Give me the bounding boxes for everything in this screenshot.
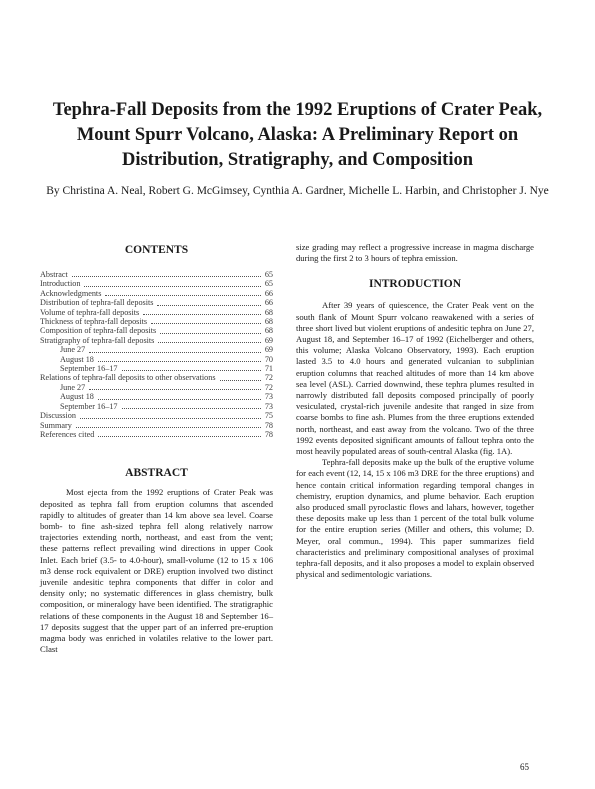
toc-entry-label: Distribution of tephra-fall deposits xyxy=(40,298,154,308)
author-list: By Christina A. Neal, Robert G. McGimsey, Cynthia A. Gardner, Michelle L. Harbin, and Christopher J. Nye xyxy=(46,185,549,197)
page-number: 65 xyxy=(520,762,529,772)
toc-entry xyxy=(40,326,273,335)
toc-entry-page: 72 xyxy=(264,373,273,383)
abstract-text: Most ejecta from the 1992 eruptions of Crater Peak was deposited as tephra fall from eruption columns that ascended rapidly to altitudes of greater than 14 km above sea level. Coarse bomb- to fine ash-sized tephra fell along relatively narrow trajectories extending north, northeast, and east from the vent; these patterns reflect prevailing wind directions in upper Cook Inlet. Each brief (3.5- to 4.0-hour), small-volume (12 to 15 x 106 m3 dense rock equivalent or DRE) eruption involved two distinct juvenile andesitic tephra components that differ in color and density only; no systematic differences in glass chemistry, bulk composition, or mineralogy have been identified. The stratigraphic relations of these components in the August 18 and September 16–17 deposits suggest that the upper part of an inferred pre-eruption magma body was enriched in volatiles relative to the lower part. Clast xyxy=(40,487,273,655)
toc-leader-dots xyxy=(76,426,261,428)
toc-entry-page: 73 xyxy=(264,392,273,402)
toc-entry-page: 72 xyxy=(264,382,273,392)
toc-entry xyxy=(40,373,273,382)
toc-entry xyxy=(40,279,273,288)
toc-entry-page: 65 xyxy=(264,270,273,279)
toc-entry-label: June 27 xyxy=(60,345,86,355)
toc-entry-label: September 16–17 xyxy=(60,364,118,374)
toc-entry-label: Acknowledgments xyxy=(40,288,102,298)
introduction-heading: INTRODUCTION xyxy=(368,278,461,291)
toc-entry-label: Composition of tephra-fall deposits xyxy=(40,326,157,336)
toc-entry-label: Thickness of tephra-fall deposits xyxy=(40,317,148,327)
toc-leader-dots xyxy=(105,294,260,296)
toc-entry xyxy=(40,298,273,307)
toc-entry-page: 66 xyxy=(264,288,273,298)
toc-entry-label: September 16–17 xyxy=(60,401,118,411)
toc-leader-dots xyxy=(157,304,260,306)
toc-entry-label: Summary xyxy=(40,420,72,430)
toc-leader-dots xyxy=(98,435,260,437)
toc-leader-dots xyxy=(98,398,261,400)
abstract-continued-text: size grading may reflect a progressive increase in magma discharge during the first 2 to 3 hours of tephra emission. xyxy=(296,242,534,264)
toc-entry-page: 68 xyxy=(264,326,273,336)
paper-title: Tephra-Fall Deposits from the 1992 Eruptions of Crater Peak, Mount Spurr Volcano, Alaska: A Preliminary Report on Distribution, Stratigraphy, and Composition xyxy=(52,100,543,170)
toc-leader-dots xyxy=(98,360,261,362)
toc-entry-label: Introduction xyxy=(40,279,81,289)
toc-entry xyxy=(40,430,273,439)
toc-entry xyxy=(40,383,273,392)
toc-entry-page: 66 xyxy=(264,298,273,308)
toc-entry xyxy=(40,345,273,354)
toc-leader-dots xyxy=(80,417,261,419)
toc-entry xyxy=(40,421,273,430)
toc-entry-page: 78 xyxy=(264,420,273,430)
toc-entry-label: June 27 xyxy=(60,382,86,392)
toc-entry xyxy=(40,392,273,401)
introduction-paragraph: After 39 years of quiescence, the Crater Peak vent on the south flank of Mount Spurr volcano reawakened with a series of three short lived but violent eruptions of andesitic tephra on June 27, August 18, and September 16–17 of 1992 (Eichelberger and others, this volume; Alaska Volcano Observatory, 1993). Each eruption lasted 3.5 to 4.0 hours and generated vulcanian to subplinian eruption columns that reached altitudes of more than 14 km above sea level (ASL). Carried downwind, these tephra plumes resulted in narrowly distributed fall deposits composed principally of poorly vesiculated, crystal-rich juvenile andesite that ranged in size from coarse bombs to fine ash. Plumes from the three eruptions extended north, northeast, and east away from the volcano. Two of the three 1992 events deposited significant amounts of fallout tephra onto the most heavily populated areas of south-central Alaska (fig. 1A). xyxy=(296,300,534,457)
toc-leader-dots xyxy=(143,313,261,315)
toc-entry-page: 65 xyxy=(264,279,273,289)
toc-leader-dots xyxy=(151,322,261,324)
toc-entry-page: 70 xyxy=(264,354,273,364)
right-column xyxy=(296,242,534,580)
contents-heading: CONTENTS xyxy=(124,244,189,256)
toc-entry xyxy=(40,355,273,364)
toc-entry-page: 71 xyxy=(264,364,273,374)
toc-leader-dots xyxy=(220,379,261,381)
toc-entry xyxy=(40,308,273,317)
toc-entry xyxy=(40,270,273,279)
abstract-heading: ABSTRACT xyxy=(125,467,188,480)
toc-entry-page: 78 xyxy=(264,429,273,439)
toc-leader-dots xyxy=(122,369,261,371)
toc-entry-label: References cited xyxy=(40,429,95,439)
toc-entry-label: Discussion xyxy=(40,411,76,421)
toc-leader-dots xyxy=(89,388,261,390)
toc-entry-page: 68 xyxy=(264,307,273,317)
toc-entry xyxy=(40,336,273,345)
toc-leader-dots xyxy=(72,275,261,277)
toc-entry-page: 75 xyxy=(264,411,273,421)
toc-entry xyxy=(40,317,273,326)
toc-entry xyxy=(40,411,273,420)
introduction-paragraph: Tephra-fall deposits make up the bulk of the eruptive volume for each event (12, 14, 15 x 106 m3 DRE for the three eruptions) and hence contain critical information regarding temporal changes in chemistry, eruption dynamics, and plume behavior. Each eruption also produced small pyroclastic flows and lahars, however, together these deposits make up less than 1 percent of the total bulk volume for the entire eruption series (Miller and others, this volume; D. Meyer, oral commun., 1994). This paper summarizes field characteristics and preliminary compositional analyses of proximal tephra-fall deposits, and it also proposes a model to explain observed physical and sedimentologic variations. xyxy=(296,457,534,580)
toc-entry-page: 69 xyxy=(264,335,273,345)
toc-entry-page: 69 xyxy=(264,345,273,355)
toc-entry xyxy=(40,289,273,298)
table-of-contents xyxy=(40,270,273,439)
toc-entry xyxy=(40,364,273,373)
toc-leader-dots xyxy=(160,332,261,334)
toc-entry-label: Volume of tephra-fall deposits xyxy=(40,307,140,317)
toc-entry xyxy=(40,402,273,411)
toc-leader-dots xyxy=(158,341,260,343)
toc-leader-dots xyxy=(89,351,261,353)
toc-entry-label: August 18 xyxy=(60,392,94,402)
left-column xyxy=(40,244,273,655)
toc-entry-page: 73 xyxy=(264,401,273,411)
toc-entry-label: Relations of tephra-fall deposits to other observations xyxy=(40,373,216,383)
toc-entry-label: Stratigraphy of tephra-fall deposits xyxy=(40,335,155,345)
toc-entry-label: August 18 xyxy=(60,354,94,364)
toc-entry-page: 68 xyxy=(264,317,273,327)
toc-entry-label: Abstract xyxy=(40,270,68,279)
toc-leader-dots xyxy=(122,407,261,409)
toc-leader-dots xyxy=(84,285,260,287)
